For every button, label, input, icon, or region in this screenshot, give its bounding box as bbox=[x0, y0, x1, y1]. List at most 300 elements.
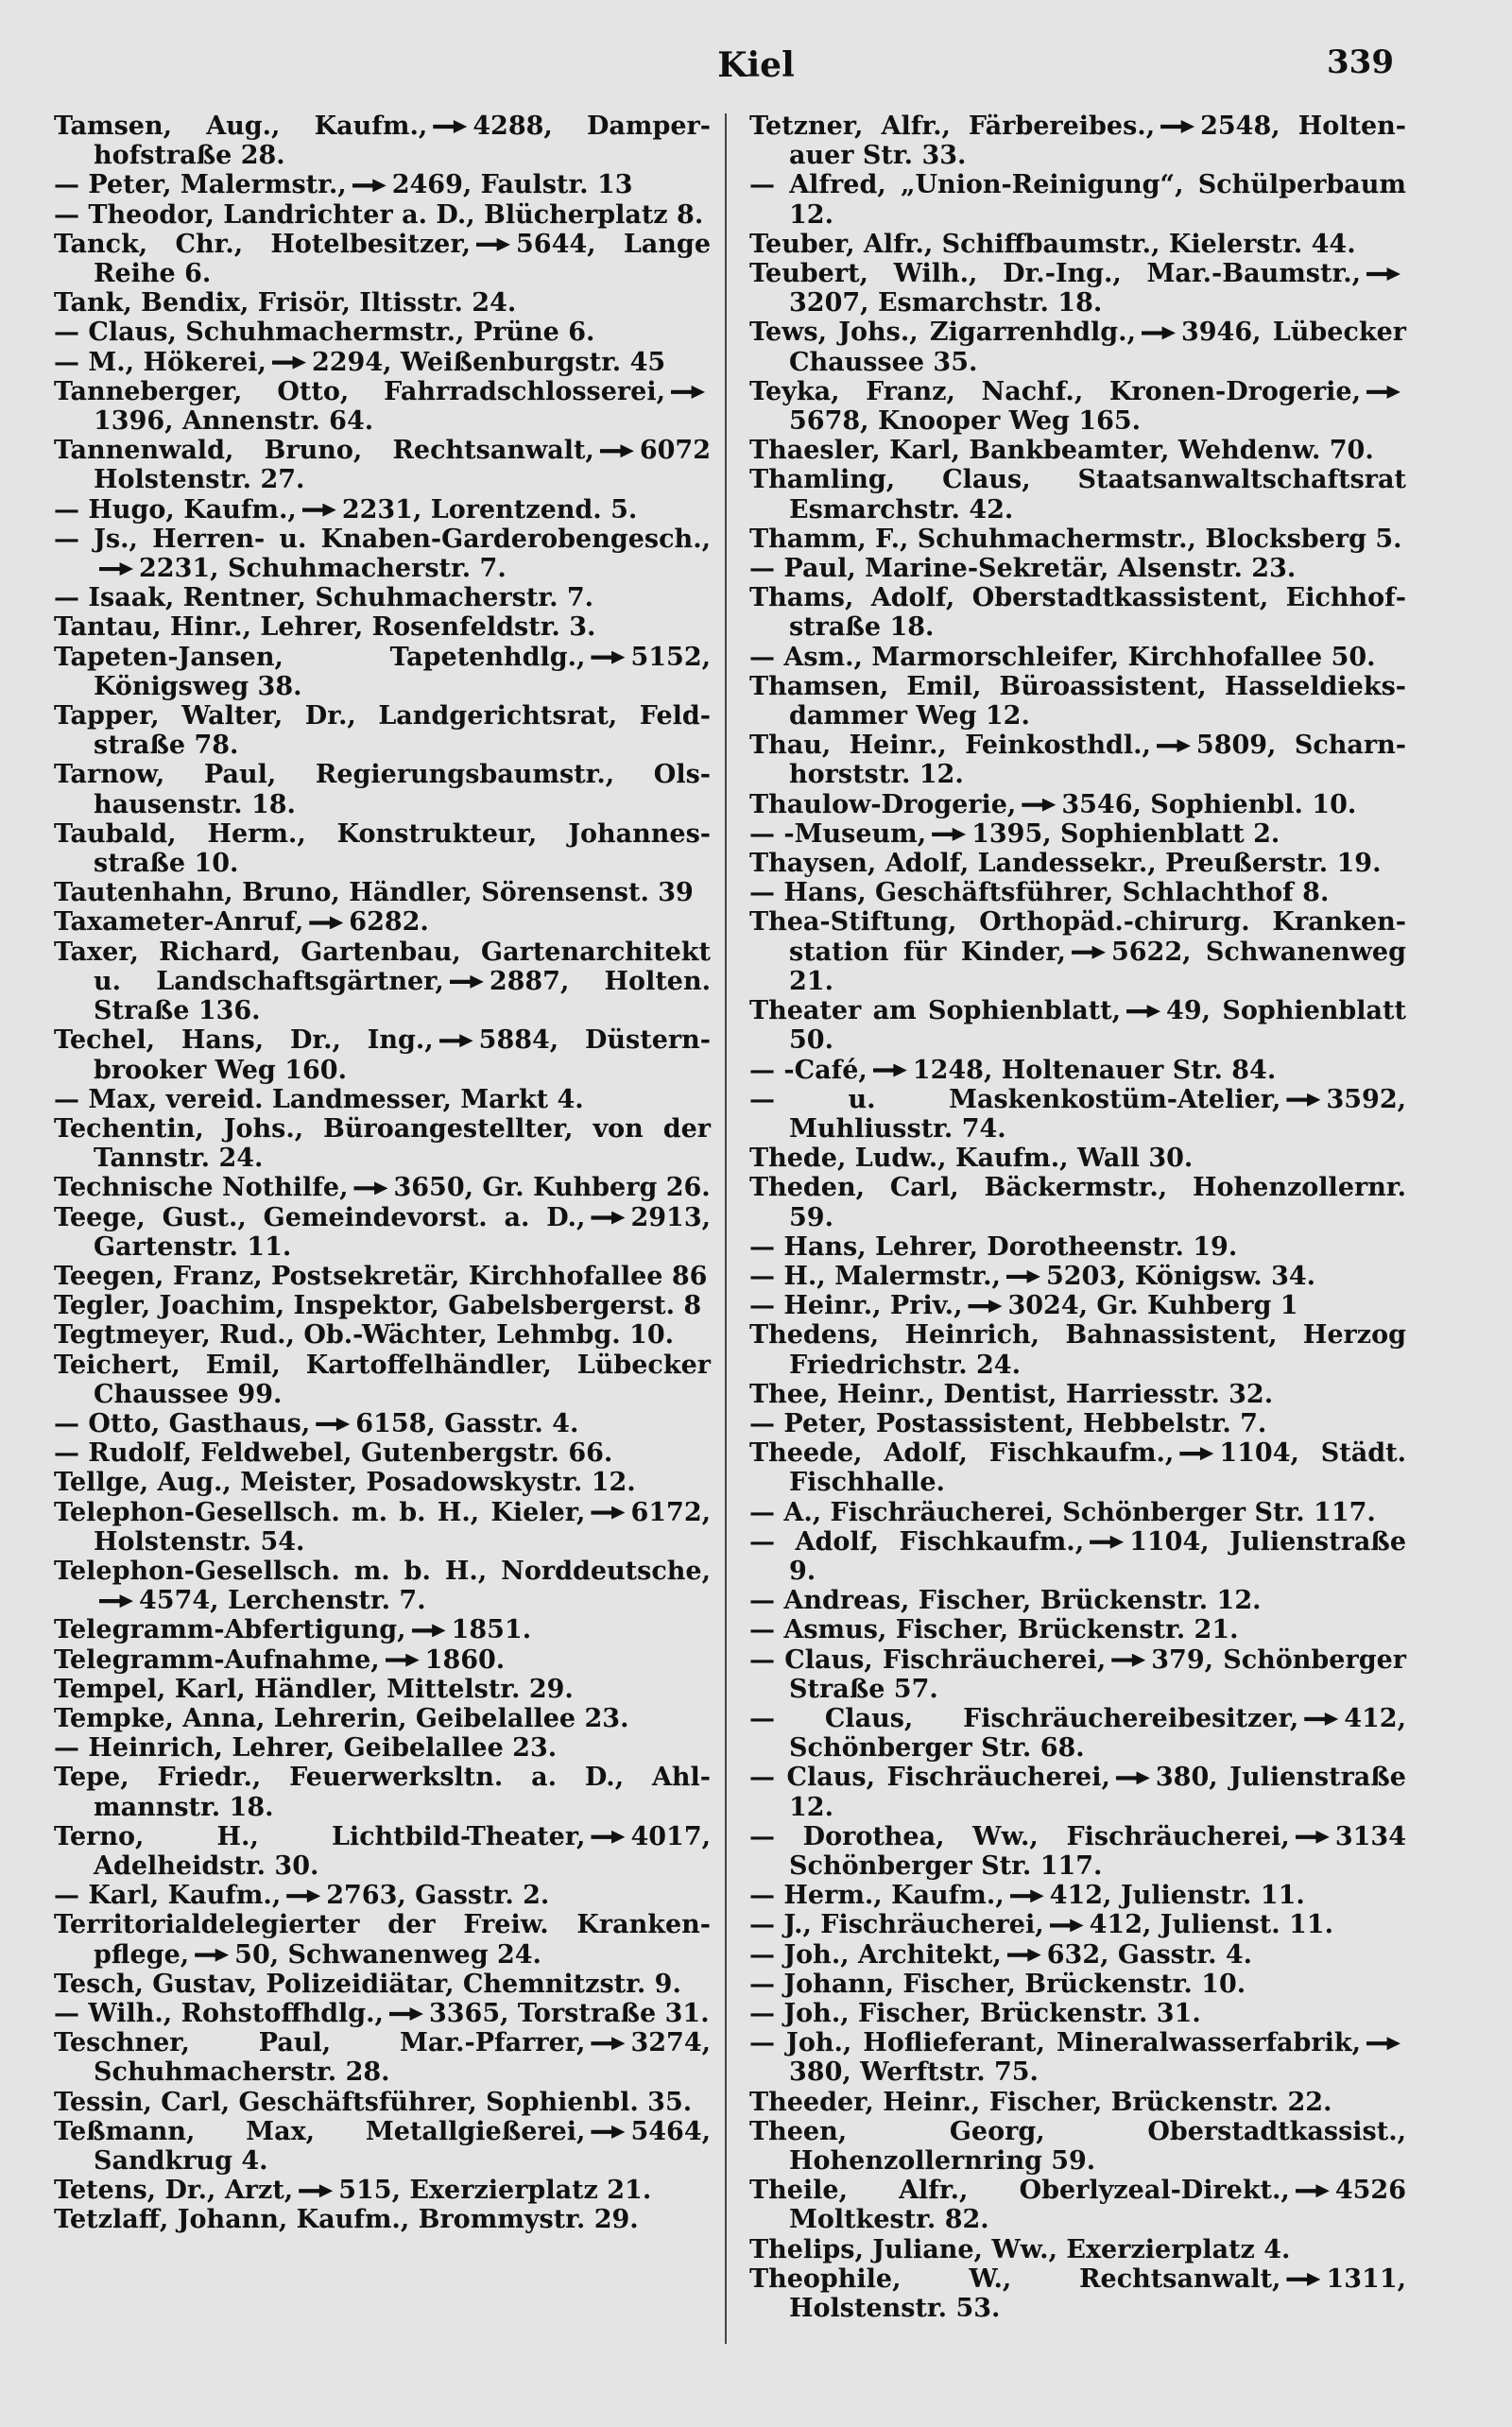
directory-entry bbox=[749, 1763, 1406, 1821]
directory-entry bbox=[54, 348, 711, 377]
entry-text: Theile, Alfr., Oberlyzeal-Direkt., bbox=[749, 2176, 1290, 2206]
entry-text: Taxer, Richard, Gartenbau, Gartenarchitekt u. Landschaftsgärtner, bbox=[54, 937, 711, 996]
directory-entry bbox=[54, 1262, 711, 1291]
telephone-icon bbox=[1126, 1005, 1160, 1018]
entry-text: Tarnow, Paul, Regierungsbaumstr., Olshausenstr. 18. bbox=[54, 760, 711, 819]
entry-text: — Theodor, Landrichter a. D., Blücherplatz 8. bbox=[54, 199, 704, 230]
telephone-icon bbox=[450, 975, 484, 989]
entry-text: — -Café, bbox=[749, 1055, 868, 1085]
directory-entry bbox=[749, 878, 1406, 907]
entry-text: Thamm, F., Schuhmachermstr., Blocksberg 5. bbox=[749, 524, 1402, 554]
entry-phone-address: 5678, Knooper Weg 165. bbox=[789, 406, 1142, 437]
directory-entry bbox=[749, 377, 1406, 436]
entry-text: — Joh., Architekt, bbox=[749, 1939, 1002, 1970]
directory-entry bbox=[54, 938, 711, 1026]
entry-text: Tepe, Friedr., Feuerwerksltn. a. D., Ahlmannstr. 18. bbox=[54, 1763, 711, 1822]
entry-text: Tetzlaff, Johann, Kaufm., Brommystr. 29. bbox=[54, 2205, 639, 2235]
entry-phone-address: 5152, Königsweg 38. bbox=[94, 642, 711, 701]
entry-phone-address: 1396, Annenstr. 64. bbox=[94, 406, 374, 437]
entry-text: — Adolf, Fischkaufm., bbox=[749, 1526, 1085, 1557]
entry-phone-address: 3134 Schönberger Str. 117. bbox=[789, 1821, 1406, 1881]
entry-text: — Johann, Fischer, Brückenstr. 10. bbox=[749, 1969, 1246, 1999]
telephone-icon bbox=[433, 120, 467, 133]
directory-entry bbox=[54, 1557, 711, 1615]
telephone-icon bbox=[309, 916, 343, 929]
page-number: 339 bbox=[1327, 43, 1394, 81]
entry-text: Theeder, Heinr., Fischer, Brückenstr. 22. bbox=[749, 2087, 1332, 2117]
telephone-icon bbox=[1304, 1713, 1338, 1726]
directory-entry bbox=[749, 643, 1406, 672]
directory-entry bbox=[749, 1940, 1406, 1970]
telephone-icon bbox=[591, 1506, 625, 1520]
entry-text: Tesch, Gustav, Polizeidiätar, Chemnitzstr. 9. bbox=[54, 1969, 681, 1999]
directory-entry bbox=[54, 1704, 711, 1733]
telephone-icon bbox=[302, 504, 336, 517]
directory-entry bbox=[749, 436, 1406, 465]
entry-text: — Asm., Marmorschleifer, Kirchhofallee 50. bbox=[749, 642, 1376, 672]
telephone-icon bbox=[1366, 267, 1400, 281]
entry-phone-address: 380, Julienstraße 12. bbox=[789, 1763, 1406, 1822]
entry-text: Territorialdelegierter der Freiw. Krankenpflege, bbox=[54, 1910, 711, 1970]
column-divider bbox=[725, 113, 727, 2344]
entry-text: — Rudolf, Feldwebel, Gutenbergstr. 66. bbox=[54, 1438, 613, 1469]
entry-text: — Asmus, Fischer, Brückenstr. 21. bbox=[749, 1615, 1239, 1645]
entry-phone-address: 3024, Gr. Kuhberg 1 bbox=[1007, 1291, 1298, 1321]
telephone-icon bbox=[1022, 799, 1056, 812]
entry-text: — Herm., Kaufm., bbox=[749, 1881, 1005, 1911]
directory-entry bbox=[749, 259, 1406, 318]
entry-text: Tanneberger, Otto, Fahrradschlosserei, bbox=[54, 376, 665, 406]
entry-text: — Max, vereid. Landmesser, Markt 4. bbox=[54, 1084, 584, 1114]
entry-phone-address: 2763, Gasstr. 2. bbox=[326, 1881, 550, 1911]
entry-text: Tanck, Chr., Hotelbesitzer, bbox=[54, 229, 471, 259]
entry-text: Tapper, Walter, Dr., Landgerichtsrat, Feldstraße 78. bbox=[54, 701, 711, 761]
entry-phone-address: 50, Schwanenweg 24. bbox=[234, 1939, 541, 1970]
entry-phone-address: 2887, Holten. Straße 136. bbox=[94, 966, 712, 1026]
directory-entry bbox=[54, 760, 711, 818]
directory-entry bbox=[749, 1527, 1406, 1586]
telephone-icon bbox=[591, 1831, 625, 1844]
directory-entry bbox=[54, 701, 711, 760]
entry-text: — Joh., Fischer, Brückenstr. 31. bbox=[749, 1999, 1201, 2028]
directory-entry bbox=[749, 112, 1406, 170]
directory-entry bbox=[749, 2088, 1406, 2117]
entry-text: Thea-Stiftung, Orthopäd.-chirurg. Krankenstation für Kinder, bbox=[749, 907, 1406, 967]
entry-phone-address: 632, Gasstr. 4. bbox=[1046, 1939, 1253, 1970]
directory-entry bbox=[54, 1999, 711, 2028]
telephone-icon bbox=[99, 1594, 133, 1608]
telephone-icon bbox=[1366, 386, 1400, 399]
entry-text: Tellge, Aug., Meister, Posadowskystr. 12. bbox=[54, 1468, 636, 1498]
entry-text: Teege, Gust., Gemeindevorst. a. D., bbox=[54, 1202, 586, 1232]
directory-entry bbox=[54, 1025, 711, 1084]
entry-phone-address: 412, Julienstr. 11. bbox=[1049, 1881, 1305, 1911]
entry-text: — Claus, Fischräucherei, bbox=[749, 1763, 1110, 1793]
directory-entry bbox=[749, 170, 1406, 229]
entry-text: — A., Fischräucherei, Schönberger Str. 117. bbox=[749, 1497, 1376, 1527]
directory-entry bbox=[749, 1999, 1406, 2028]
entry-phone-address: 4574, Lerchenstr. 7. bbox=[139, 1586, 426, 1616]
entry-phone-address: 2231, Schuhmacherstr. 7. bbox=[139, 554, 507, 584]
telephone-icon bbox=[1179, 1447, 1213, 1460]
entry-text: Tessin, Carl, Geschäftsführer, Sophienbl. 35. bbox=[54, 2087, 693, 2117]
entry-text: — Claus, Fischräucherei, bbox=[749, 1644, 1107, 1675]
directory-entry bbox=[54, 1468, 711, 1497]
directory-entry bbox=[749, 1409, 1406, 1438]
entry-text: Thelips, Juliane, Ww., Exerzierplatz 4. bbox=[749, 2234, 1291, 2264]
telephone-icon bbox=[316, 1418, 350, 1431]
directory-entry bbox=[54, 1173, 711, 1202]
directory-entry bbox=[749, 2117, 1406, 2176]
entry-text: Telegramm-Abfertigung, bbox=[54, 1615, 406, 1645]
entry-phone-address: 4288, Damperhofstraße 28. bbox=[94, 112, 711, 171]
directory-entry bbox=[749, 1056, 1406, 1085]
directory-entry bbox=[749, 1085, 1406, 1144]
directory-entry bbox=[54, 612, 711, 642]
entry-text: Thau, Heinr., Feinkosthdl., bbox=[749, 731, 1151, 761]
telephone-icon bbox=[873, 1064, 907, 1077]
telephone-icon bbox=[476, 238, 510, 251]
directory-entry bbox=[54, 2117, 711, 2176]
directory-entry bbox=[749, 230, 1406, 259]
entry-phone-address: 5644, Lange Reihe 6. bbox=[94, 229, 711, 289]
entry-text: Teyka, Franz, Nachf., Kronen-Drogerie, bbox=[749, 376, 1361, 406]
directory-entry bbox=[54, 2205, 711, 2234]
directory-entry bbox=[54, 1675, 711, 1704]
telephone-icon bbox=[439, 1034, 473, 1047]
telephone-icon bbox=[1286, 1093, 1320, 1107]
telephone-icon bbox=[591, 2037, 625, 2050]
directory-entry bbox=[54, 1763, 711, 1821]
directory-entry bbox=[54, 2088, 711, 2117]
entry-phone-address: 380, Werftstr. 75. bbox=[789, 2057, 1039, 2088]
entry-text: — Paul, Marine-Sekretär, Alsenstr. 23. bbox=[749, 554, 1297, 584]
entry-phone-address: 2294, Weißenburgstr. 45 bbox=[311, 347, 666, 377]
entry-text: Theater am Sophienblatt, bbox=[749, 996, 1122, 1026]
telephone-icon bbox=[591, 651, 625, 664]
entry-phone-address: 379, Schönberger Straße 57. bbox=[789, 1644, 1406, 1704]
directory-entry bbox=[54, 495, 711, 525]
directory-entry bbox=[749, 1615, 1406, 1644]
directory-entry bbox=[54, 436, 711, 494]
entry-phone-address: 515, Exerzierplatz 21. bbox=[338, 2176, 652, 2206]
directory-entry bbox=[749, 583, 1406, 642]
telephone-icon bbox=[286, 1889, 320, 1902]
directory-entry bbox=[749, 525, 1406, 554]
entry-text: Thee, Heinr., Dentist, Harriesstr. 32. bbox=[749, 1379, 1274, 1409]
entry-text: — Wilh., Rohstoffhdlg., bbox=[54, 1999, 384, 2028]
entry-text: — Dorothea, Ww., Fischräucherei, bbox=[749, 1821, 1290, 1851]
telephone-icon bbox=[386, 1654, 420, 1667]
directory-entry bbox=[749, 1704, 1406, 1763]
entry-text: Techentin, Johs., Büroangestellter, von der Tannstr. 24. bbox=[54, 1113, 711, 1174]
directory-entry bbox=[749, 1970, 1406, 1999]
entry-text: Terno, H., Lichtbild-Theater, bbox=[54, 1821, 586, 1851]
directory-entry bbox=[54, 1881, 711, 1910]
telephone-icon bbox=[99, 562, 133, 576]
entry-text: Techel, Hans, Dr., Ing., bbox=[54, 1025, 434, 1056]
directory-entry bbox=[54, 1203, 711, 1262]
entry-phone-address: 5464, Sandkrug 4. bbox=[94, 2116, 711, 2177]
entry-text: — Peter, Postassistent, Hebbelstr. 7. bbox=[749, 1408, 1267, 1438]
entry-phone-address: 6282. bbox=[349, 907, 429, 938]
directory-entry bbox=[54, 819, 711, 878]
entry-phone-address: 1311, Holstenstr. 53. bbox=[789, 2263, 1406, 2324]
entry-phone-address: 5622, Schwanenweg 21. bbox=[789, 937, 1406, 996]
directory-entry bbox=[749, 790, 1406, 819]
entry-text: Tegtmeyer, Rud., Ob.-Wächter, Lehmbg. 10. bbox=[54, 1320, 675, 1351]
directory-entry bbox=[749, 1498, 1406, 1527]
entry-text: Telegramm-Aufnahme, bbox=[54, 1644, 380, 1675]
entry-text: Tempel, Karl, Händler, Mittelstr. 29. bbox=[54, 1674, 574, 1704]
entry-text: Tank, Bendix, Frisör, Iltisstr. 24. bbox=[54, 288, 517, 318]
entry-phone-address: 1104, Julienstraße 9. bbox=[789, 1526, 1407, 1586]
entry-text: Thaesler, Karl, Bankbeamter, Wehdenw. 70. bbox=[749, 436, 1374, 466]
telephone-icon bbox=[591, 2126, 625, 2139]
directory-entry bbox=[54, 1320, 711, 1350]
entry-text: — J., Fischräucherei, bbox=[749, 1910, 1044, 1940]
entry-phone-address: 2469, Faulstr. 13 bbox=[391, 170, 633, 200]
telephone-icon bbox=[1116, 1771, 1150, 1784]
entry-text: — Hans, Lehrer, Dorotheenstr. 19. bbox=[749, 1231, 1238, 1262]
directory-entry bbox=[54, 1970, 711, 1999]
directory-entry bbox=[749, 1320, 1406, 1379]
entry-text: — Joh., Hoflieferant, Mineralwasserfabrik, bbox=[749, 2028, 1361, 2058]
entry-text: — Claus, Fischräuchereibesitzer, bbox=[749, 1703, 1299, 1733]
directory-entry bbox=[54, 200, 711, 230]
entry-text: Teichert, Emil, Kartoffelhändler, Lübecker Chaussee 99. bbox=[54, 1350, 711, 1409]
directory-entry bbox=[54, 1733, 711, 1763]
entry-text: Theophile, W., Rechtsanwalt, bbox=[749, 2263, 1281, 2294]
entry-text: Thaysen, Adolf, Landessekr., Preußerstr. 19. bbox=[749, 849, 1382, 879]
directory-entry bbox=[749, 2264, 1406, 2323]
directory-entry bbox=[749, 1380, 1406, 1409]
entry-phone-address: 2231, Lorentzend. 5. bbox=[341, 494, 638, 525]
telephone-icon bbox=[389, 2007, 423, 2021]
directory-entry bbox=[54, 1351, 711, 1409]
telephone-icon bbox=[1006, 1270, 1040, 1283]
entry-text: Tannenwald, Bruno, Rechtsanwalt, bbox=[54, 436, 594, 466]
directory-entry bbox=[54, 1114, 711, 1173]
entry-text: Tamsen, Aug., Kaufm., bbox=[54, 112, 428, 141]
entry-phone-address: 4526 Moltkestr. 82. bbox=[789, 2176, 1406, 2235]
entry-phone-address: 4017, Adelheidstr. 30. bbox=[94, 1821, 711, 1881]
directory-entry bbox=[54, 288, 711, 318]
entry-text: — Karl, Kaufm., bbox=[54, 1881, 282, 1911]
entry-phone-address: 3946, Lübecker Chaussee 35. bbox=[789, 318, 1407, 377]
directory-entry bbox=[749, 2176, 1406, 2234]
entry-text: Teegen, Franz, Postsekretär, Kirchhofallee 86 bbox=[54, 1261, 708, 1291]
entry-text: Tews, Johs., Zigarrenhdlg., bbox=[749, 318, 1136, 348]
entry-text: Tegler, Joachim, Inspektor, Gabelsbergerst. 8 bbox=[54, 1291, 702, 1321]
telephone-icon bbox=[195, 1949, 229, 1962]
directory-entry bbox=[54, 878, 711, 907]
telephone-icon bbox=[1007, 1949, 1041, 1962]
entry-phone-address: 6158, Gasstr. 4. bbox=[355, 1408, 579, 1438]
telephone-icon bbox=[671, 386, 705, 399]
telephone-icon bbox=[1160, 120, 1194, 133]
telephone-icon bbox=[299, 2184, 333, 2197]
entry-text: Thams, Adolf, Oberstadtkassistent, Eichhofstraße 18. bbox=[749, 583, 1406, 643]
directory-entry bbox=[749, 2235, 1406, 2264]
directory-entry bbox=[54, 1438, 711, 1468]
directory-entry bbox=[54, 583, 711, 612]
directory-entry bbox=[749, 849, 1406, 878]
page-header bbox=[0, 38, 1512, 95]
entry-text: — u. Maskenkostüm-Atelier, bbox=[749, 1084, 1281, 1114]
telephone-icon bbox=[1366, 2037, 1400, 2050]
entry-phone-address: 3592, Muhliusstr. 74. bbox=[789, 1084, 1406, 1144]
directory-entry bbox=[54, 1291, 711, 1320]
directory-entry bbox=[54, 1409, 711, 1438]
entry-text: — Peter, Malermstr., bbox=[54, 170, 347, 200]
directory-entry bbox=[54, 1910, 711, 1969]
entry-phone-address: 49, Sophienblatt 50. bbox=[789, 996, 1406, 1056]
telephone-icon bbox=[1090, 1536, 1124, 1549]
entry-text: — Hans, Geschäftsführer, Schlachthof 8. bbox=[749, 878, 1330, 908]
directory-entry bbox=[54, 318, 711, 347]
entry-text: Theede, Adolf, Fischkaufm., bbox=[749, 1438, 1175, 1469]
telephone-icon bbox=[272, 356, 306, 370]
entry-text: — M., Hökerei, bbox=[54, 347, 266, 377]
telephone-icon bbox=[1072, 946, 1106, 959]
directory-entry bbox=[54, 1498, 711, 1557]
directory-entry bbox=[54, 170, 711, 199]
entry-text: — Alfred, „Union-Reinigung“, Schülperbaum 12. bbox=[749, 170, 1406, 230]
directory-entry bbox=[54, 643, 711, 701]
entry-text: Tantau, Hinr., Lehrer, Rosenfeldstr. 3. bbox=[54, 612, 596, 643]
directory-entry bbox=[749, 1291, 1406, 1320]
telephone-icon bbox=[352, 179, 387, 192]
directory-entry bbox=[749, 672, 1406, 731]
directory-entry bbox=[54, 2028, 711, 2087]
entry-text: — Hugo, Kaufm., bbox=[54, 494, 297, 525]
entry-phone-address: 5203, Königsw. 34. bbox=[1045, 1261, 1316, 1291]
entry-phone-address: 412, Schönberger Str. 68. bbox=[789, 1703, 1406, 1764]
entry-text: Taxameter-Anruf, bbox=[54, 907, 304, 938]
entry-text: Telephon-Gesellsch. m. b. H., Norddeutsche, bbox=[54, 1556, 711, 1586]
entry-text: Thamsen, Emil, Büroassistent, Hasseldieksdammer Weg 12. bbox=[749, 671, 1406, 732]
directory-entry bbox=[749, 2028, 1406, 2087]
entry-text: Tapeten-Jansen, Tapetenhdlg., bbox=[54, 642, 586, 672]
entry-phone-address: 3207, Esmarchstr. 18. bbox=[789, 288, 1103, 318]
entry-text: Teßmann, Max, Metallgießerei, bbox=[54, 2116, 586, 2146]
entry-text: — Isaak, Rentner, Schuhmacherstr. 7. bbox=[54, 583, 594, 613]
directory-entry bbox=[749, 1586, 1406, 1615]
entry-text: — H., Malermstr., bbox=[749, 1261, 1001, 1291]
entry-text: — Otto, Gasthaus, bbox=[54, 1408, 311, 1438]
entry-phone-address: 1860. bbox=[424, 1644, 506, 1675]
telephone-icon bbox=[353, 1181, 387, 1195]
entry-text: Teschner, Paul, Mar.-Pfarrer, bbox=[54, 2028, 586, 2058]
entry-text: Teubert, Wilh., Dr.-Ing., Mar.-Baumstr., bbox=[749, 259, 1361, 289]
entry-text: Thamling, Claus, Staatsanwaltschaftsrat Esmarchstr. 42. bbox=[749, 465, 1406, 525]
directory-entry bbox=[54, 525, 711, 583]
left-column bbox=[54, 112, 711, 2235]
entry-text: — Heinr., Priv., bbox=[749, 1291, 963, 1321]
telephone-icon bbox=[1286, 2273, 1320, 2286]
entry-text: Taubald, Herm., Konstrukteur, Johannesstraße 10. bbox=[54, 818, 711, 879]
entry-phone-address: 1104, Städt. Fischhalle. bbox=[789, 1438, 1406, 1498]
entry-text: Thede, Ludw., Kaufm., Wall 30. bbox=[749, 1144, 1194, 1174]
page-title: Kiel bbox=[717, 45, 795, 85]
directory-entry bbox=[749, 554, 1406, 583]
entry-text: — Heinrich, Lehrer, Geibelallee 23. bbox=[54, 1733, 558, 1764]
entry-phone-address: 2548, Holtenauer Str. 33. bbox=[789, 112, 1406, 171]
directory-entry bbox=[54, 377, 711, 436]
entry-text: Teuber, Alfr., Schiffbaumstr., Kielerstr. 44. bbox=[749, 229, 1356, 259]
telephone-icon bbox=[1050, 1919, 1084, 1932]
telephone-icon bbox=[1142, 326, 1176, 339]
directory-entry bbox=[54, 1615, 711, 1644]
directory-entry bbox=[749, 1881, 1406, 1910]
entry-phone-address: 3274, Schuhmacherstr. 28. bbox=[94, 2028, 711, 2088]
entry-text: Technische Nothilfe, bbox=[54, 1173, 349, 1203]
directory-entry bbox=[749, 996, 1406, 1055]
directory-entry bbox=[54, 1085, 711, 1114]
entry-phone-address: 6172, Holstenstr. 54. bbox=[94, 1497, 711, 1557]
directory-entry bbox=[749, 1173, 1406, 1231]
directory-entry bbox=[749, 907, 1406, 996]
directory-entry bbox=[54, 230, 711, 288]
entry-text: Thaulow-Drogerie, bbox=[749, 789, 1017, 819]
entry-phone-address: 6072 Holstenstr. 27. bbox=[94, 436, 711, 495]
entry-text: Tautenhahn, Bruno, Händler, Sörensenst. 39 bbox=[54, 878, 694, 908]
directory-entry bbox=[54, 907, 711, 937]
directory-entry bbox=[749, 1910, 1406, 1939]
entry-text: — Js., Herren- u. Knaben-Garderobengesch., bbox=[54, 524, 711, 554]
entry-phone-address: 1248, Holtenauer Str. 84. bbox=[912, 1055, 1277, 1085]
entry-phone-address: 3650, Gr. Kuhberg 26. bbox=[393, 1173, 711, 1203]
telephone-icon bbox=[1010, 1889, 1044, 1902]
directory-entry bbox=[749, 465, 1406, 524]
entry-text: — -Museum, bbox=[749, 818, 927, 849]
entry-text: Theen, Georg, Oberstadtkassist., Hohenzollernring 59. bbox=[749, 2116, 1406, 2177]
directory-entry bbox=[749, 731, 1406, 789]
entry-text: Theden, Carl, Bäckermstr., Hohenzollernr. 59. bbox=[749, 1173, 1406, 1232]
telephone-icon bbox=[1296, 2184, 1330, 2197]
directory-entry bbox=[54, 1822, 711, 1881]
entry-phone-address: 3365, Torstraße 31. bbox=[428, 1999, 710, 2028]
entry-phone-address: 1395, Sophienblatt 2. bbox=[971, 818, 1280, 849]
directory-entry bbox=[749, 1645, 1406, 1704]
entry-text: Tetzner, Alfr., Färbereibes., bbox=[749, 112, 1156, 141]
directory-entry bbox=[749, 1262, 1406, 1291]
directory-entry bbox=[749, 1232, 1406, 1262]
entry-phone-address: 5809, Scharnhorststr. 12. bbox=[789, 731, 1406, 790]
telephone-icon bbox=[1296, 1831, 1330, 1844]
directory-entry bbox=[54, 1645, 711, 1675]
telephone-icon bbox=[1157, 739, 1191, 752]
telephone-icon bbox=[591, 1212, 625, 1225]
entry-phone-address: 1851. bbox=[451, 1615, 532, 1645]
right-column bbox=[749, 112, 1406, 2323]
directory-entry bbox=[749, 819, 1406, 849]
telephone-icon bbox=[600, 444, 634, 457]
telephone-icon bbox=[412, 1624, 446, 1637]
directory-entry bbox=[749, 1438, 1406, 1497]
entry-phone-address: 2913, Gartenstr. 11. bbox=[94, 1202, 711, 1262]
directory-entry bbox=[54, 2176, 711, 2205]
entry-text: — Andreas, Fischer, Brückenstr. 12. bbox=[749, 1586, 1262, 1616]
directory-entry bbox=[749, 318, 1406, 376]
directory-entry bbox=[749, 1144, 1406, 1173]
entry-text: Telephon-Gesellsch. m. b. H., Kieler, bbox=[54, 1497, 586, 1527]
telephone-icon bbox=[968, 1300, 1002, 1313]
entry-phone-address: 3546, Sophienbl. 10. bbox=[1061, 789, 1357, 819]
telephone-icon bbox=[932, 828, 966, 841]
entry-text: Tetens, Dr., Arzt, bbox=[54, 2176, 294, 2206]
